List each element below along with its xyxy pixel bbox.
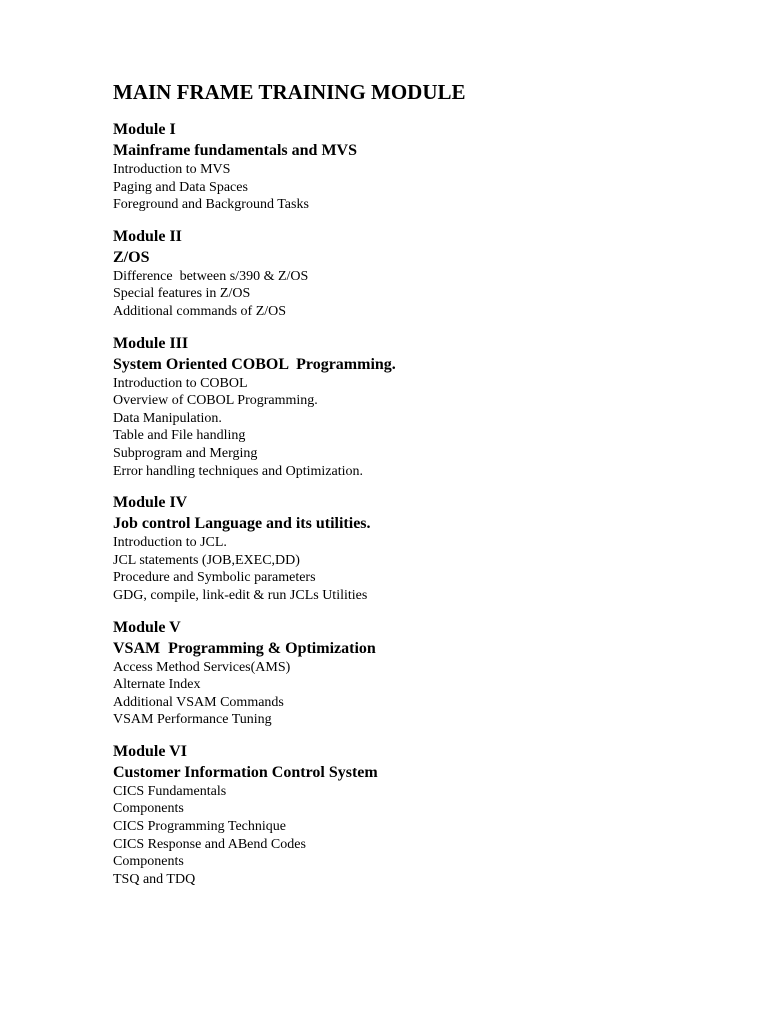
- topic-item: Components: [113, 854, 184, 870]
- topic-list: [113, 161, 733, 214]
- module-number: Module III: [113, 334, 189, 352]
- topic-item: Introduction to JCL.: [113, 535, 227, 551]
- topic-item: Error handling techniques and Optimization.: [113, 463, 363, 479]
- module-3: [113, 334, 733, 481]
- topic-list: [113, 534, 733, 604]
- topic-item: Introduction to MVS: [113, 162, 231, 177]
- topic-item: TSQ and TDQ: [113, 871, 196, 887]
- topic-item: Foreground and Background Tasks: [113, 197, 309, 213]
- module-1: [113, 120, 733, 214]
- module-subtitle: VSAM Programming & Optimization: [113, 639, 376, 657]
- module-subtitle: Mainframe fundamentals and MVS: [113, 142, 358, 159]
- topic-item: Additional commands of Z/OS: [113, 303, 287, 319]
- topic-item: Subprogram and Merging: [113, 445, 258, 461]
- topic-item: Table and File handling: [113, 428, 246, 444]
- topic-item: Access Method Services(AMS): [113, 659, 291, 675]
- module-subtitle: Customer Information Control System: [113, 763, 378, 781]
- topic-item: Components: [113, 801, 184, 817]
- topic-item: Difference between s/390 & Z/OS: [113, 268, 309, 284]
- module-subtitle: Z/OS: [113, 248, 150, 266]
- module-number: Module IV: [113, 494, 188, 512]
- module-5: [113, 618, 733, 729]
- topic-item: Overview of COBOL Programming.: [113, 393, 318, 409]
- module-subtitle: Job control Language and its utilities.: [113, 515, 371, 533]
- module-2: [113, 227, 733, 321]
- topic-list: [113, 783, 733, 889]
- topic-list: [113, 659, 733, 729]
- topic-item: JCL statements (JOB,EXEC,DD): [113, 552, 300, 568]
- topic-item: Procedure and Symbolic parameters: [113, 570, 316, 586]
- document-page: [113, 78, 733, 901]
- topic-list: [113, 375, 733, 481]
- module-number: Module I: [113, 121, 176, 138]
- document-title: MAIN FRAME TRAINING MODULE: [113, 80, 466, 104]
- topic-item: Alternate Index: [113, 677, 201, 693]
- topic-item: Additional VSAM Commands: [113, 694, 284, 710]
- topic-item: GDG, compile, link-edit & run JCLs Utilities: [113, 587, 368, 603]
- module-number: Module VI: [113, 742, 187, 760]
- module-subtitle: System Oriented COBOL Programming.: [113, 355, 396, 373]
- module-4: [113, 493, 733, 604]
- module-number: Module V: [113, 618, 181, 636]
- topic-item: CICS Response and ABend Codes: [113, 836, 306, 852]
- topic-item: CICS Fundamentals: [113, 783, 227, 799]
- topic-item: CICS Programming Technique: [113, 819, 286, 835]
- module-6: [113, 742, 733, 889]
- module-number: Module II: [113, 227, 182, 245]
- topic-list: [113, 268, 733, 321]
- topic-item: Special features in Z/OS: [113, 286, 251, 302]
- topic-item: Paging and Data Spaces: [113, 179, 248, 195]
- topic-item: Introduction to COBOL: [113, 375, 248, 391]
- topic-item: Data Manipulation.: [113, 410, 222, 426]
- topic-item: VSAM Performance Tuning: [113, 712, 272, 728]
